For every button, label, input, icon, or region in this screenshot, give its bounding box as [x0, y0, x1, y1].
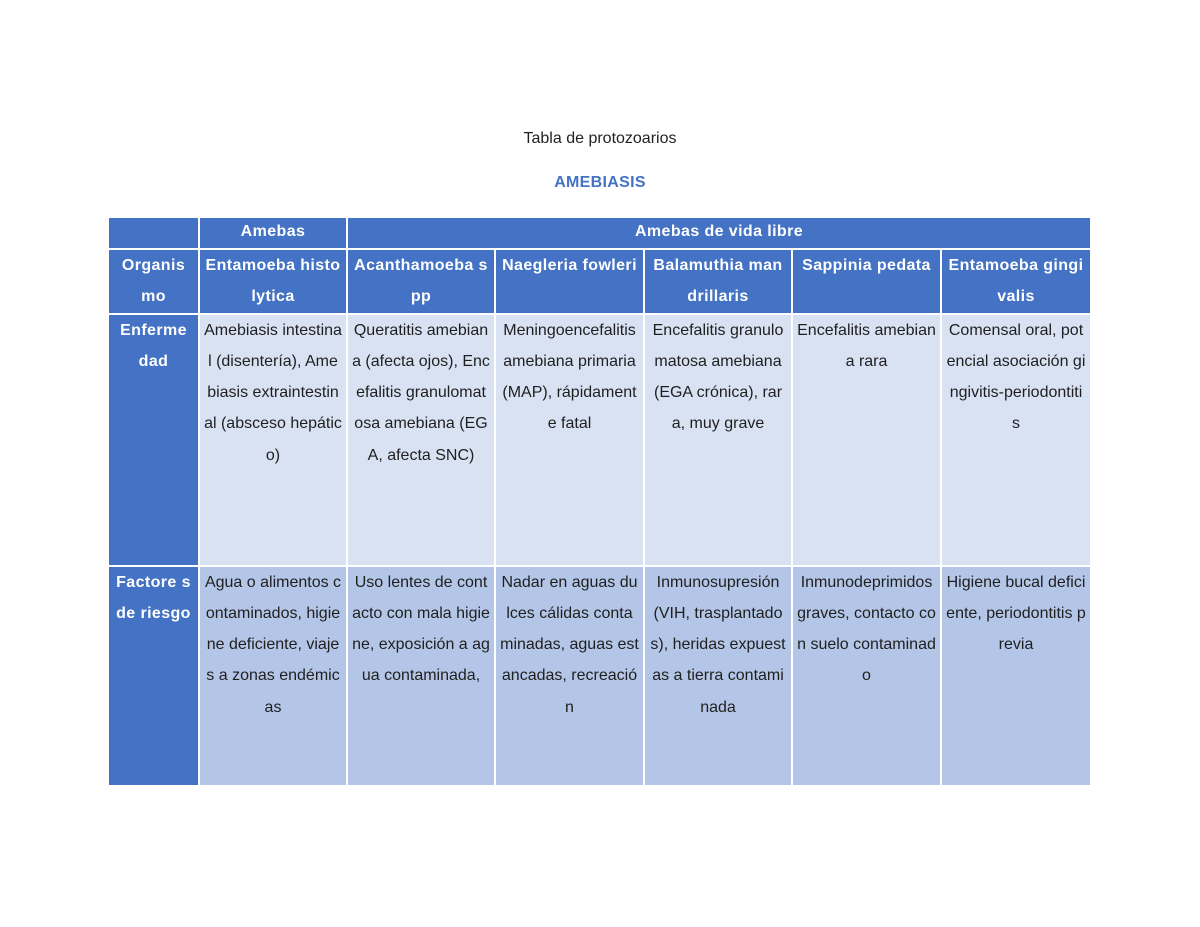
- group-header-row: [108, 217, 1091, 249]
- group-header-vida-libre: Amebas de vida libre: [347, 217, 1091, 249]
- organism-name: Sappinia pedata: [792, 249, 941, 314]
- enfermedad-cell: Comensal oral, potencial asociación gingivitis-periodontitis: [941, 314, 1091, 566]
- organism-name: Acanthamoeba spp: [347, 249, 495, 314]
- enfermedad-cell: Meningoencefalitis amebiana primaria (MAP), rápidamente fatal: [495, 314, 644, 566]
- factores-cell: Inmunosupresión (VIH, trasplantados), heridas expuestas a tierra contaminada: [644, 566, 792, 786]
- empty-corner-cell: [108, 217, 199, 249]
- document-title: Tabla de protozoarios: [523, 130, 677, 147]
- enfermedad-cell: Queratitis amebiana (afecta ojos), Encefalitis granulomatosa amebiana (EGA, afecta SNC): [347, 314, 495, 566]
- enfermedad-cell: Encefalitis amebiana rara: [792, 314, 941, 566]
- row-label-enfermedad: Enferme dad: [108, 314, 199, 566]
- factores-cell: Nadar en aguas dulces cálidas contaminadas, aguas estancadas, recreación: [495, 566, 644, 786]
- row-label-organismo: Organis mo: [108, 249, 199, 314]
- document-subtitle: AMEBIASIS: [554, 174, 646, 191]
- protozoa-table: [107, 216, 1092, 787]
- row-label-factores: Factore s de riesgo: [108, 566, 199, 786]
- factores-row: [108, 566, 1091, 786]
- organism-name: Entamoeba gingivalis: [941, 249, 1091, 314]
- factores-cell: Inmunodeprimidos graves, contacto con suelo contaminado: [792, 566, 941, 786]
- group-header-amebas: Amebas: [199, 217, 347, 249]
- organism-name: Balamuthia mandrillaris: [644, 249, 792, 314]
- enfermedad-cell: Amebiasis intestinal (disentería), Amebiasis extraintestinal (absceso hepático): [199, 314, 347, 566]
- factores-cell: Uso lentes de contacto con mala higiene, exposición a agua contaminada,: [347, 566, 495, 786]
- factores-cell: Agua o alimentos contaminados, higiene deficiente, viajes a zonas endémicas: [199, 566, 347, 786]
- organism-row: [108, 249, 1091, 314]
- organism-name: Entamoeba histolytica: [199, 249, 347, 314]
- factores-cell: Higiene bucal deficiente, periodontitis previa: [941, 566, 1091, 786]
- enfermedad-row: [108, 314, 1091, 566]
- organism-name: Naegleria fowleri: [495, 249, 644, 314]
- enfermedad-cell: Encefalitis granulomatosa amebiana (EGA crónica), rara, muy grave: [644, 314, 792, 566]
